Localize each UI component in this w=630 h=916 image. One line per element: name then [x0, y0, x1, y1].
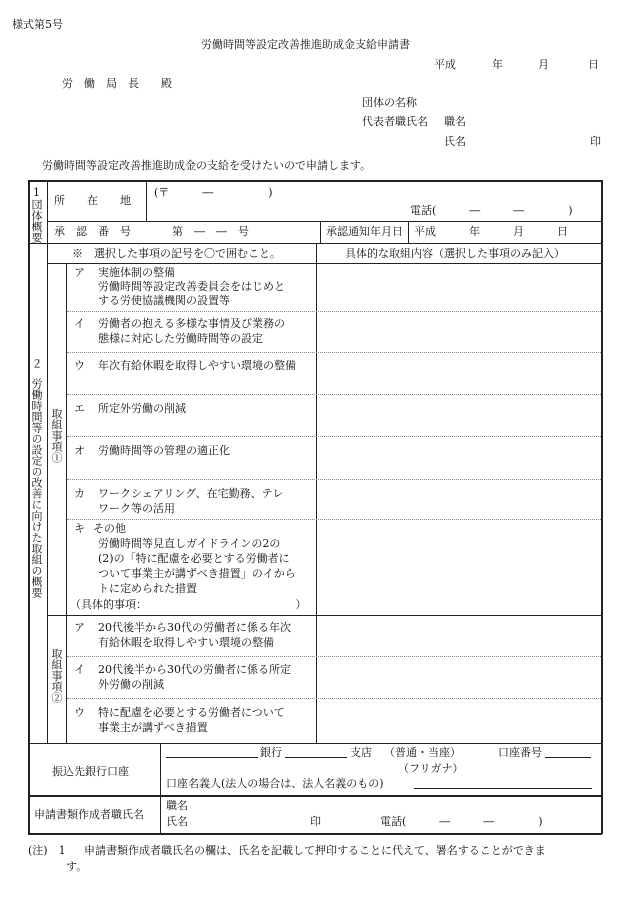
item-mark: エ [74, 402, 85, 415]
detail-column-divider [316, 243, 317, 743]
branch-suffix: 支店 [350, 746, 372, 759]
item-text: ワーク等の活用 [98, 502, 175, 515]
specific-matter-field[interactable]: （具体的事項： ） [70, 598, 307, 611]
org-name-label: 団体の名称 [362, 96, 417, 109]
item-mark: ア [74, 266, 85, 279]
row-divider [67, 436, 601, 437]
name-label: 氏名 [444, 135, 466, 148]
item-mark: オ [74, 444, 85, 457]
preparer-name-label: 氏名 [166, 815, 188, 828]
note-text: 申請書類作成者職氏名の欄は、氏名を記載して押印することに代えて、署名することができま [84, 844, 546, 857]
row-divider [67, 698, 601, 699]
approval-date-label: 承認通知年月日 [326, 225, 403, 238]
item-text: 所定外労働の削減 [98, 402, 186, 415]
item-text: 労働者の抱える多様な事情及び業務の [98, 317, 285, 330]
selection-note: ※ 選択した事項の記号を〇で囲むこと。 [72, 247, 281, 260]
bank-bottom-line [29, 795, 601, 797]
preparer-seal: 印 [310, 815, 321, 828]
preparer-label: 申請書類作成者職氏名 [34, 808, 144, 821]
bank-name-field[interactable] [166, 746, 258, 758]
furigana-label: （フリガナ） [398, 762, 464, 775]
item-text: その他 [93, 522, 126, 535]
approval-date-divider-left [320, 221, 321, 243]
item-text: する労使協議機関の設置等 [98, 294, 230, 307]
date-month: 月 [538, 58, 549, 71]
item-text: トに定められた措置 [98, 582, 197, 595]
item-text: 有給休暇を取得しやすい環境の整備 [98, 636, 274, 649]
row-divider [67, 656, 601, 657]
bank-suffix: 銀行 [260, 746, 282, 759]
preparer-position-label: 職名 [166, 799, 188, 812]
date-era: 平成 [434, 58, 456, 71]
preparer-phone-field[interactable]: 電話( ― ― ) [380, 815, 543, 828]
item-mark: ア [74, 621, 85, 634]
account-holder-field[interactable] [414, 777, 592, 789]
postal-code-field[interactable]: (〒 ― ) [154, 186, 273, 199]
item-text: 20代後半から30代の労働者に係る所定 [98, 663, 291, 676]
application-statement: 労働時間等設定改善推進助成金の支給を受けたいので申請します。 [42, 159, 372, 172]
group-label-divider [66, 263, 67, 743]
table-right-border [601, 180, 603, 834]
item-text: 労働時間等の管理の適正化 [98, 444, 230, 457]
table-bottom-border [28, 833, 602, 835]
account-type-select[interactable]: （普通・当座） [384, 746, 461, 759]
approval-date-field[interactable]: 平成 年 月 日 [414, 225, 568, 238]
item-mark: ウ [74, 706, 85, 719]
group-divider [47, 615, 601, 616]
account-number-label: 口座番号 [498, 746, 542, 759]
item-text: 実施体制の整備 [98, 266, 175, 279]
approval-number-label: 承 認 番 号 [54, 225, 131, 238]
note-text-cont: す。 [66, 860, 88, 873]
phone-field[interactable]: 電話( ― ― ) [410, 204, 573, 217]
section2-label-text: 労働時間等の設定の改善に向けた取組の概要 [30, 378, 43, 598]
item-mark: キ [74, 522, 85, 535]
table-top-border [28, 180, 602, 182]
sec2-header-line [47, 263, 601, 264]
item-text: 特に配慮を必要とする労働者について [98, 706, 285, 719]
sec1-label-divider [47, 181, 48, 243]
addressee: 労 働 局 長 殿 [62, 77, 172, 90]
item-text: 事業主が講ずべき措置 [98, 721, 208, 734]
item-mark: カ [74, 487, 85, 500]
row-divider [67, 311, 601, 312]
seal-mark: 印 [590, 135, 601, 148]
detail-header: 具体的な取組内容（選択した事項のみ記入） [345, 247, 565, 260]
representative-label: 代表者職氏名 [362, 115, 428, 128]
item-text: (2)の「特に配慮を必要とする労働者に [98, 552, 290, 565]
note-prefix: (注) 1 [28, 844, 66, 857]
approval-number-field[interactable]: 第 ― ― 号 [172, 225, 249, 238]
item-text: 態様に対応した労働時間等の設定 [98, 332, 263, 345]
sec1-row-line [47, 221, 601, 222]
row-divider [67, 519, 601, 520]
section1-label: 1団体概要 [30, 186, 43, 243]
item-text: 労働時間等設定改善委員会をはじめと [98, 280, 285, 293]
group1-label: 取組事項① [50, 408, 63, 463]
bank-label: 振込先銀行口座 [52, 765, 129, 778]
group2-label: 取組事項② [50, 648, 63, 703]
sec2-label-divider [47, 243, 48, 743]
branch-name-field[interactable] [285, 746, 347, 758]
item-text: ついて事業主が講ずべき措置」のイから [98, 567, 296, 580]
form-title: 労働時間等設定改善推進助成金支給申請書 [201, 38, 410, 51]
bank-label-divider [160, 743, 161, 833]
item-text: 20代後半から30代の労働者に係る年次 [98, 621, 291, 634]
item-mark: ウ [74, 359, 85, 372]
address-label: 所 在 地 [54, 194, 131, 207]
sec1-bottom-line [29, 243, 601, 244]
sec2-bottom-line [29, 743, 601, 744]
item-text: 外労働の削減 [98, 678, 164, 691]
item-mark: イ [74, 663, 85, 676]
row-divider [67, 352, 601, 353]
date-day: 日 [588, 58, 599, 71]
account-number-field[interactable] [545, 746, 591, 758]
section2-label: ２ [30, 358, 43, 369]
approval-date-divider-right [408, 221, 409, 243]
item-mark: イ [74, 317, 85, 330]
item-text: 労働時間等見直しガイドラインの2の [98, 537, 281, 550]
row-divider [67, 394, 601, 395]
date-year: 年 [492, 58, 503, 71]
item-text: 年次有給休暇を取得しやすい環境の整備 [98, 359, 296, 372]
address-label-divider [146, 181, 147, 221]
account-holder-label: 口座名義人(法人の場合は、法人名義のもの) [166, 777, 384, 790]
item-text: ワークシェアリング、在宅勤務、テレ [98, 487, 284, 500]
position-label: 職名 [444, 115, 466, 128]
row-divider [67, 479, 601, 480]
form-number: 様式第5号 [12, 18, 63, 31]
